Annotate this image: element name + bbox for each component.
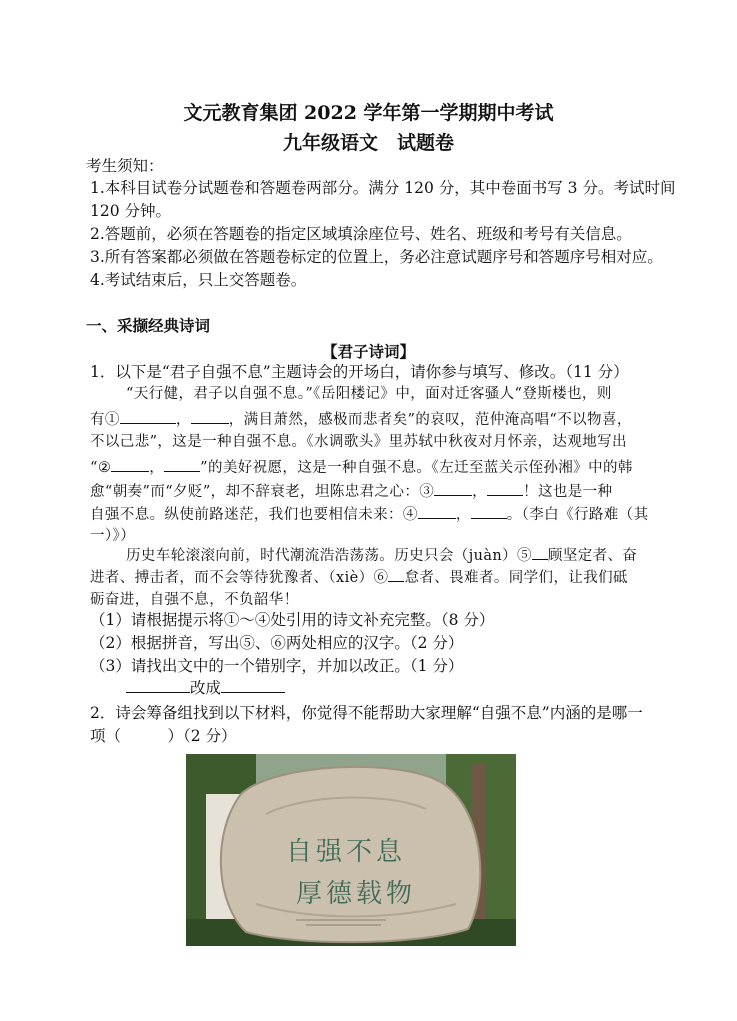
- passage-line-2: [90, 408, 632, 430]
- answer-blank-1b[interactable]: [191, 408, 229, 424]
- correct-char-blank[interactable]: [221, 677, 285, 693]
- passage-text: 有①: [90, 412, 120, 428]
- notice-item-1: 1.本科目试卷分试题卷和答题卷两部分。满分 120 分，其中卷面书写 3 分。考试时间: [90, 179, 676, 197]
- section-subheading: 【君子诗词】: [321, 342, 415, 361]
- passage-text: ！这也是一种: [523, 484, 613, 500]
- notice-item-4: 4.考试结束后，只上交答题卷。: [90, 271, 307, 289]
- stone-photo-svg: [186, 754, 516, 946]
- inscription-line-1: 自强不息: [285, 837, 407, 867]
- wrong-char-blank[interactable]: [126, 677, 190, 693]
- question-2: 2．诗会筹备组找到以下材料，你觉得不能帮助大家理解“自强不息”内涵的是哪一: [90, 704, 643, 722]
- passage-text: 进者、搏击者，而不会等待犹豫者、（xiè）⑥: [90, 570, 389, 586]
- notice-item-1-cont: 120 分钟。: [90, 202, 172, 220]
- correction-line: [126, 677, 285, 698]
- passage-text: ，: [175, 412, 191, 428]
- section-heading: 一、采撷经典诗词: [86, 316, 211, 335]
- passage-text: ，满目萧然，感极而悲者矣”的哀叹，范仲淹高唱“不以物喜，: [228, 412, 632, 428]
- notice-item-2: 2.答题前，必须在答题卷的指定区域填涂座位号、姓名、班级和考号有关信息。: [90, 225, 632, 243]
- answer-blank-6[interactable]: [388, 566, 404, 582]
- history-line-1: [126, 544, 637, 566]
- question-1: 1．以下是“君子自强不息”主题诗会的开场白，请你参与填写、修改。（11 分）: [90, 363, 629, 381]
- passage-line-1: “天行健，君子以自强不息。”《岳阳楼记》中，面对迁客骚人“登斯楼也，则: [126, 386, 612, 402]
- passage-text: 顾坚定者、奋: [547, 548, 638, 564]
- passage-text: ，: [472, 484, 488, 500]
- subquestion-1: （1）请根据提示将①～④处引用的诗文补充完整。（8 分）: [90, 611, 495, 629]
- correction-label: 改成: [190, 679, 222, 697]
- subquestion-2: （2）根据拼音，写出⑤、⑥两处相应的汉字。（2 分）: [90, 634, 464, 652]
- answer-blank-3b[interactable]: [487, 480, 523, 496]
- passage-line-7: 一）》）: [90, 528, 136, 544]
- answer-blank-1a[interactable]: [120, 408, 176, 424]
- passage-line-6: [90, 503, 648, 525]
- answer-blank-4a[interactable]: [418, 503, 456, 519]
- exam-subtitle: 九年级语文 试题卷: [282, 132, 454, 154]
- exam-title: 文元教育集团 2022 学年第一学期期中考试: [183, 102, 554, 124]
- passage-text: ，: [455, 507, 471, 523]
- passage-text: ，: [149, 460, 165, 476]
- passage-line-3: 不以己悲”，这是一种自强不息。《水调歌头》里苏轼中秋夜对月怀亲，达观地写出: [90, 434, 627, 450]
- passage-text: 历史车轮滚滚向前，时代潮流浩浩荡荡。历史只会（juàn）⑤: [126, 548, 532, 564]
- passage-text: 愈“朝奏”而“夕贬”，却不辞衰老，坦陈忠君之心：③: [90, 484, 435, 500]
- passage-line-5: [90, 480, 612, 502]
- history-line-3: 砺奋进，自强不息，不负韶华！: [90, 592, 299, 608]
- inscription-stone-photo: [186, 754, 516, 946]
- passage-text: 自强不息。纵使前路迷茫，我们也要相信未来：④: [90, 507, 418, 523]
- subquestion-3: （3）请找出文中的一个错别字，并加以改正。（1 分）: [90, 657, 464, 675]
- passage-text: ”的美好祝愿，这是一种自强不息。《左迁至蓝关示侄孙湘》中的韩: [200, 460, 633, 476]
- passage-text: “②: [90, 460, 112, 476]
- answer-blank-4b[interactable]: [471, 503, 507, 519]
- history-line-2: [90, 566, 628, 588]
- answer-blank-5[interactable]: [532, 544, 548, 560]
- notice-heading: 考生须知：: [86, 157, 164, 175]
- answer-blank-2b[interactable]: [164, 456, 200, 472]
- question-2-cont: 项（ ）（2 分）: [90, 727, 237, 745]
- inscription-line-2: 厚德载物: [295, 879, 417, 909]
- answer-blank-2a[interactable]: [111, 456, 149, 472]
- notice-item-3: 3.所有答案都必须做在答题卷标定的位置上，务必注意试题序号和答题序号相对应。: [90, 248, 663, 266]
- answer-blank-3a[interactable]: [434, 480, 472, 496]
- passage-text: 怠者、畏难者。同学们，让我们砥: [404, 570, 628, 586]
- passage-line-4: [90, 456, 633, 478]
- passage-text: 。（李白《行路难（其: [506, 507, 649, 523]
